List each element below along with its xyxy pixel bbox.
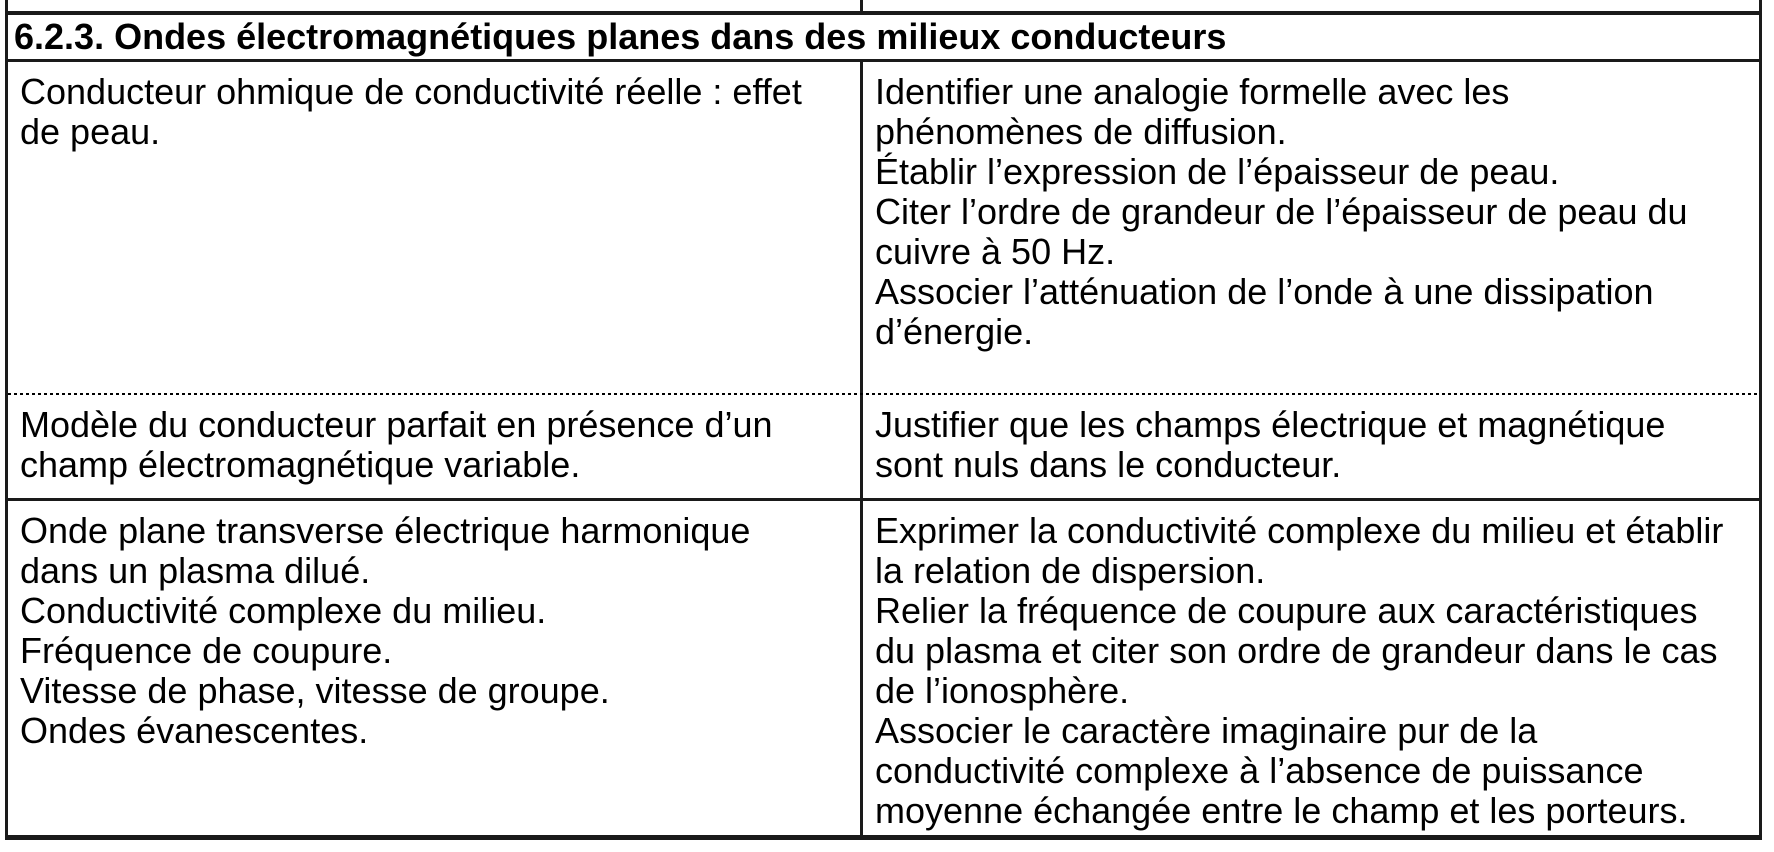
- previous-row-capacites-cell: [860, 0, 1759, 11]
- notion-item: Vitesse de phase, vitesse de groupe.: [20, 670, 610, 711]
- previous-row-remnant: [8, 0, 1759, 15]
- capacite-item: Associer l’atténuation de l’onde à une dissipation d’énergie.: [875, 271, 1654, 352]
- capacite-item: Associer le caractère imaginaire pur de la conductivité complexe à l’absence de puissance moyenne échangée entre le champ et les porteurs.: [875, 710, 1688, 831]
- capacites-cell: [860, 395, 1759, 498]
- section-header-row: [8, 15, 1759, 62]
- capacite-item: Établir l’expression de l’épaisseur de peau.: [875, 151, 1560, 192]
- notion-item: Onde plane transverse électrique harmonique dans un plasma dilué.: [20, 510, 751, 591]
- notion-item: Conducteur ohmique de conductivité réelle : effet de peau.: [20, 71, 802, 152]
- table-body: [8, 62, 1759, 835]
- syllabus-table: [5, 0, 1762, 840]
- capacite-item: Citer l’ordre de grandeur de l’épaisseur de peau du cuivre à 50 Hz.: [875, 191, 1688, 272]
- notion-item: Modèle du conducteur parfait en présence d’un champ électromagnétique variable.: [20, 404, 773, 485]
- table-row: [8, 395, 1759, 498]
- notions-cell: [8, 62, 860, 393]
- capacites-cell: [860, 501, 1759, 835]
- capacite-item: Justifier que les champs électrique et magnétique sont nuls dans le conducteur.: [875, 404, 1666, 485]
- notion-item: Ondes évanescentes.: [20, 710, 369, 751]
- capacite-item: Identifier une analogie formelle avec les phénomènes de diffusion.: [875, 71, 1510, 152]
- section-title: 6.2.3. Ondes électromagnétiques planes dans des milieux conducteurs: [14, 16, 1227, 57]
- notions-cell: [8, 395, 860, 498]
- capacites-cell: [860, 62, 1759, 393]
- notions-cell: [8, 501, 860, 835]
- capacite-item: Relier la fréquence de coupure aux caractéristiques du plasma et citer son ordre de grandeur dans le cas de l’ionosphère.: [875, 590, 1718, 711]
- previous-row-notions-cell: [8, 0, 860, 11]
- capacite-item: Exprimer la conductivité complexe du milieu et établir la relation de dispersion.: [875, 510, 1724, 591]
- notion-item: Fréquence de coupure.: [20, 630, 393, 671]
- table-row: [8, 501, 1759, 835]
- table-row: [8, 62, 1759, 393]
- notion-item: Conductivité complexe du milieu.: [20, 590, 547, 631]
